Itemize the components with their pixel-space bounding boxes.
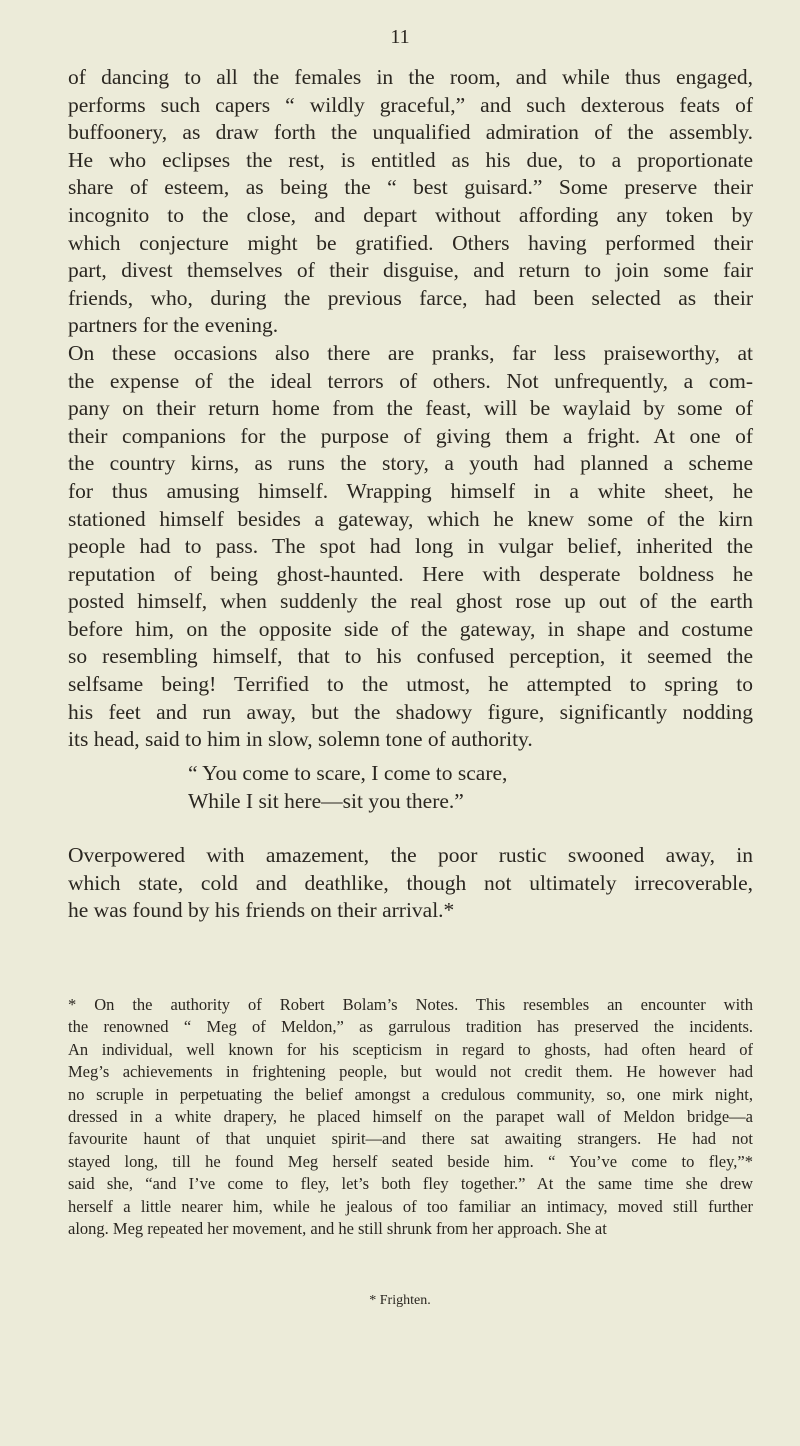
- paragraph-3: [68, 842, 753, 925]
- page-number: 11: [390, 26, 410, 48]
- text-line: pany on their return home from the feast, will be waylaid by some of: [68, 396, 753, 421]
- text-line: so resembling himself, that to his confused perception, it seemed the: [68, 644, 753, 669]
- text-line: Overpowered with amazement, the poor rustic swooned away, in: [68, 843, 753, 867]
- verse-quote: [188, 760, 507, 815]
- text-line: which state, cold and deathlike, though not ultimately irrecoverable,: [68, 870, 753, 895]
- text-line: said she, “and I’ve come to fley, let’s both fley together.” At the same time she drew: [68, 1174, 753, 1194]
- text-line: While I sit here—sit you there.”: [188, 788, 464, 813]
- text-line: along. Meg repeated her movement, and he still shrunk from her approach. She at: [68, 1218, 607, 1238]
- text-line: reputation of being ghost-haunted. Here with desperate boldness he: [68, 561, 753, 586]
- text-line: buffoonery, as draw forth the unqualified admiration of the assembly.: [68, 120, 753, 145]
- text-line: performs such capers “ wildly graceful,” and such dexterous feats of: [68, 92, 753, 117]
- text-line: “ You come to scare, I come to scare,: [188, 761, 508, 785]
- text-line: An individual, well known for his scepticism in regard to ghosts, had often heard of: [68, 1039, 753, 1059]
- text-line: his feet and run away, but the shadowy figure, significantly nodding: [68, 699, 753, 724]
- text-line: before him, on the opposite side of the gateway, in shape and costume: [68, 616, 753, 641]
- text-line: He who eclipses the rest, is entitled as his due, to a proportionate: [68, 147, 753, 172]
- text-line: incognito to the close, and depart without affording any token by: [68, 202, 753, 227]
- text-line: favourite haunt of that unquiet spirit—and there sat awaiting strangers. He had not: [68, 1129, 753, 1149]
- text-line: selfsame being! Terrified to the utmost, he attempted to spring to: [68, 672, 753, 697]
- text-line: dressed in a white drapery, he placed himself on the parapet wall of Meldon bridge—a: [68, 1106, 753, 1126]
- text-line: herself a little nearer him, while he jealous of too familiar an intimacy, moved still further: [68, 1196, 753, 1216]
- body-text: [68, 64, 753, 754]
- text-line: for thus amusing himself. Wrapping himself in a white sheet, he: [68, 478, 753, 503]
- text-line: no scruple in perpetuating the belief amongst a credulous community, so, one mirk night,: [68, 1084, 753, 1104]
- text-line: its head, said to him in slow, solemn tone of authority.: [68, 727, 533, 752]
- text-line: share of esteem, as being the “ best guisard.” Some preserve their: [68, 175, 753, 200]
- text-line: he was found by his friends on their arrival.*: [68, 898, 455, 923]
- text-line: posted himself, when suddenly the real ghost rose up out of the earth: [68, 589, 753, 614]
- text-line: Meg’s achievements in frightening people, but would not credit them. He however had: [68, 1062, 753, 1082]
- text-line: stayed long, till he found Meg herself seated beside him. “ You’ve come to fley,”*: [68, 1151, 753, 1171]
- text-line: friends, who, during the previous farce, had been selected as their: [68, 285, 753, 310]
- text-line: the country kirns, as runs the story, a youth had planned a scheme: [68, 451, 753, 476]
- text-line: of dancing to all the females in the room, and while thus engaged,: [68, 65, 753, 89]
- text-line: the expense of the ideal terrors of others. Not unfrequently, a com-: [68, 368, 753, 393]
- text-line: * On the authority of Robert Bolam’s Notes. This resembles an encounter with: [68, 995, 753, 1014]
- sub-footnote: * Frighten.: [369, 1293, 431, 1308]
- text-line: part, divest themselves of their disguise, and return to join some fair: [68, 258, 753, 283]
- text-line: their companions for the purpose of giving them a fright. At one of: [68, 423, 753, 448]
- text-line: partners for the evening.: [68, 313, 279, 338]
- text-line: the renowned “ Meg of Meldon,” as garrulous tradition has preserved the incidents.: [68, 1017, 753, 1037]
- text-line: On these occasions also there are pranks, far less praiseworthy, at: [68, 340, 753, 365]
- paragraph-2: [68, 340, 753, 754]
- text-line: stationed himself besides a gateway, which he knew some of the kirn: [68, 506, 753, 531]
- paragraph-1: [68, 64, 753, 340]
- text-line: people had to pass. The spot had long in vulgar belief, inherited the: [68, 534, 753, 559]
- footnote: [68, 994, 753, 1240]
- text-line: which conjecture might be gratified. Others having performed their: [68, 230, 753, 255]
